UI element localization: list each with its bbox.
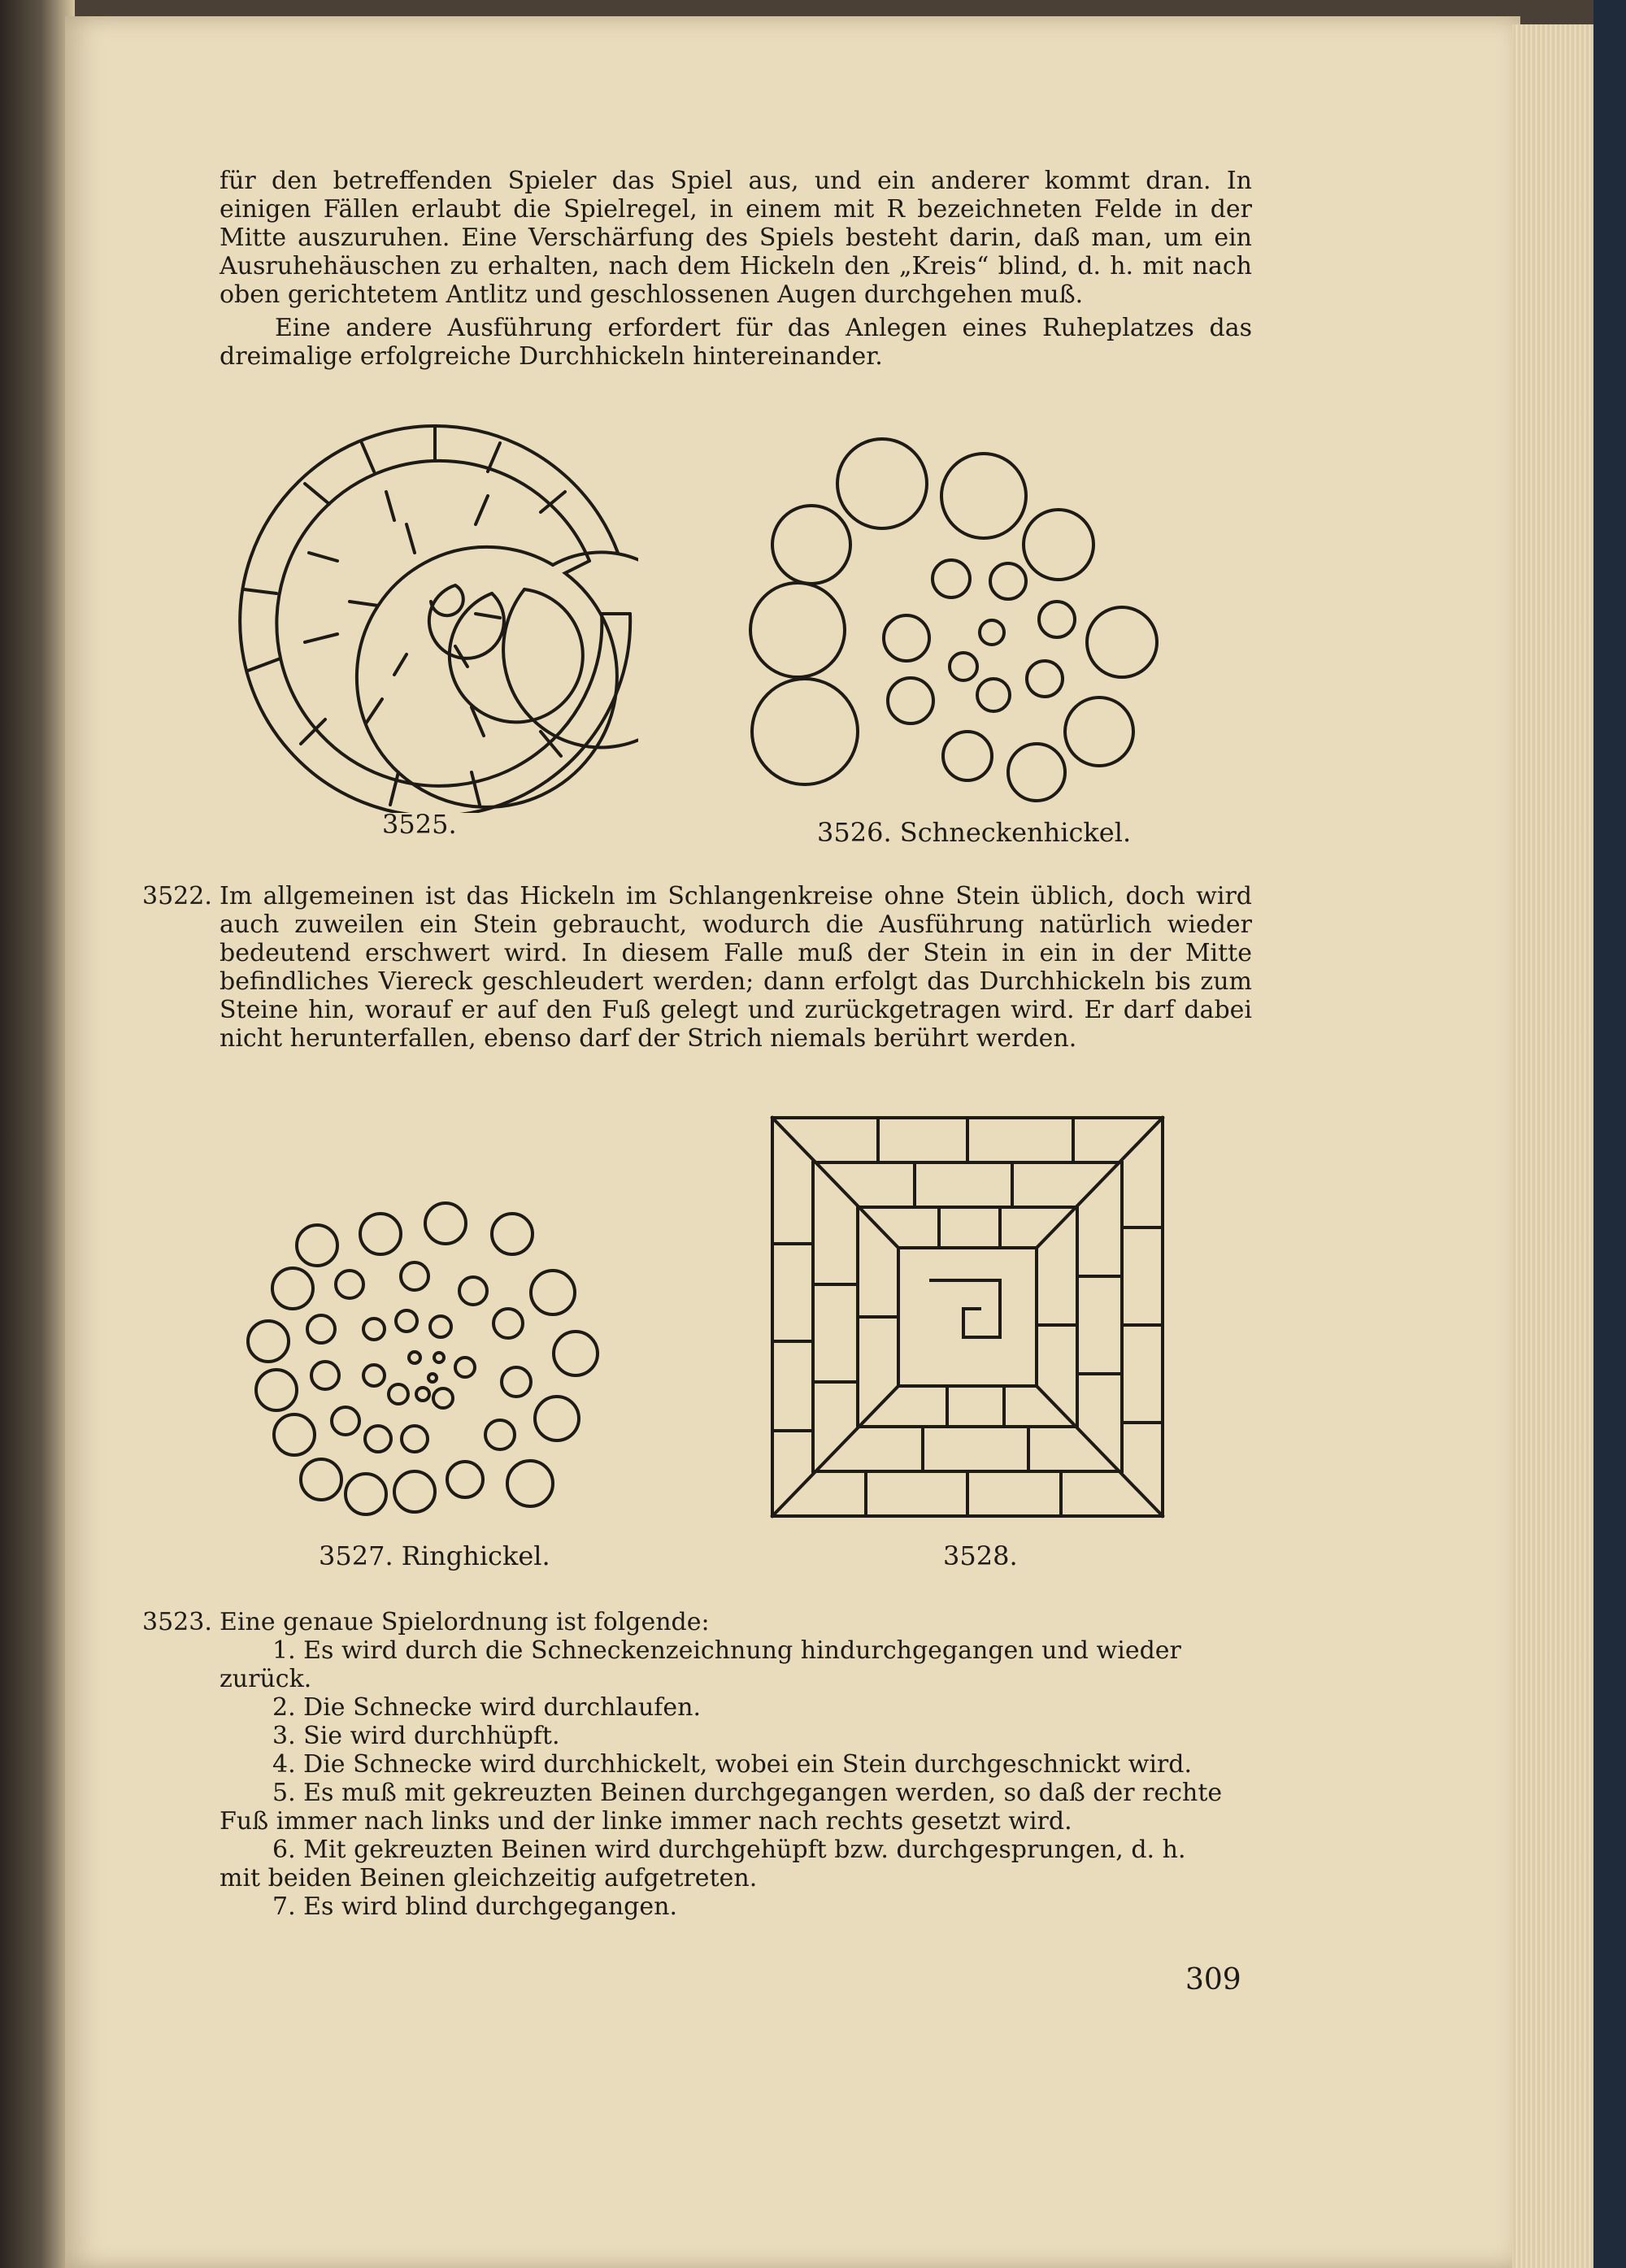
figure-3526-circles (748, 431, 1187, 805)
spiral-center (429, 585, 504, 658)
figure-3525-spiral (232, 423, 638, 813)
ring (402, 1426, 428, 1452)
circle (752, 679, 858, 784)
circle (977, 679, 1010, 711)
circle (884, 615, 929, 661)
caption-3526: 3526. Schneckenhickel. (817, 817, 1132, 848)
list-line: mit beiden Beinen gleichzeitig aufgetreten. (220, 1864, 758, 1892)
ring (272, 1268, 313, 1309)
ring (502, 1367, 531, 1397)
section-3522-number: 3522. (142, 882, 212, 910)
ring (459, 1277, 487, 1305)
circle (941, 454, 1026, 538)
ring (363, 1365, 385, 1386)
ring (493, 1309, 523, 1338)
ring (394, 1471, 435, 1512)
ring (409, 1352, 420, 1363)
list-line: Fuß immer nach links und der linke immer nach rechts gesetzt wird. (220, 1807, 1072, 1836)
ring (365, 1426, 391, 1452)
section-3523-number: 3523. (142, 1608, 212, 1636)
ring (346, 1474, 386, 1514)
page-number: 309 (1185, 1963, 1241, 1996)
list-line: 3. Sie wird durchhüpft. (272, 1722, 560, 1750)
ring (428, 1374, 437, 1382)
ring (297, 1225, 337, 1266)
ring (307, 1315, 335, 1343)
ring (455, 1358, 475, 1377)
ring (554, 1332, 598, 1375)
intro-paragraph: für den betreffenden Spieler das Spiel aus, und ein anderer kommt dran. In einigen Fällen erlaubt die Spielregel, in einem mit R bezeichneten Felde in der Mitte auszuruhen. Eine Verschärfung des Spiels besteht darin, daß man, um ein Ausruhehäuschen zu erhalten, nach dem Hickeln den „Kreis“ blind, d. h. mit nach oben gerichtetem Antlitz und geschlossenen Augen durchgehen muß. (220, 167, 1252, 309)
list-line: zurück. (220, 1665, 312, 1693)
circle (1008, 744, 1065, 801)
circle (990, 563, 1026, 599)
spiral-center-hook (931, 1280, 1000, 1337)
section-3523-intro: Eine genaue Spielordnung ist folgende: (220, 1608, 710, 1636)
section-3522-text: Im allgemeinen ist das Hickeln im Schlangenkreise ohne Stein üblich, doch wird auch zuweilen ein Stein gebraucht, wodurch die Ausführung natürlich wieder bedeutend erschwert wird. In diesem Falle muß der Stein in ein in der Mitte befindliches Viereck geschleudert werden; dann erfolgt das Durchhickeln bis zum Steine hin, worauf er auf den Fuß gelegt und zurückgetragen wird. Er darf dabei nicht herunterfallen, ebenso darf der Strich niemals berührt werden. (220, 882, 1252, 1053)
caption-3527: 3527. Ringhickel. (319, 1540, 550, 1571)
list-line: 7. Es wird blind durchgegangen. (272, 1892, 677, 1921)
ring (416, 1388, 429, 1401)
list-line: 6. Mit gekreuzten Beinen wird durchgehüpft bzw. durchgesprungen, d. h. (272, 1836, 1186, 1864)
ring (336, 1271, 363, 1298)
circle (1087, 607, 1157, 677)
ring (248, 1321, 289, 1362)
spiral-dividers (244, 427, 565, 805)
book-spine-shadow (0, 0, 75, 2268)
circle (772, 506, 850, 584)
second-paragraph (220, 314, 1252, 371)
caption-3525: 3525. (382, 809, 457, 840)
figure-3528-square-spiral (768, 1114, 1167, 1520)
circle (888, 678, 933, 723)
ring (401, 1262, 428, 1290)
page-edges (1512, 24, 1602, 2268)
ring (535, 1397, 579, 1440)
circle (950, 653, 977, 680)
ring (433, 1388, 453, 1408)
section-3522 (142, 882, 1252, 1053)
circle (943, 732, 992, 780)
circle (837, 439, 927, 528)
ring (256, 1370, 297, 1410)
ring (430, 1316, 451, 1337)
list-line: 4. Die Schnecke wird durchhickelt, wobei ein Stein durchgeschnickt wird. (272, 1750, 1192, 1779)
ring (531, 1271, 575, 1314)
book-cover-edge (1593, 0, 1626, 2268)
list-line: 1. Es wird durch die Schneckenzeichnung hindurchgegangen und wieder (272, 1636, 1181, 1665)
section-3523-intro-line (142, 1608, 1252, 1636)
spiral-ring-2 (276, 461, 630, 786)
second-paragraph-text: Eine andere Ausführung erfordert für das Anlegen eines Ruheplatzes das dreimalige erfolgreiche Durchhickeln hintereinander. (220, 314, 1252, 371)
circle (980, 620, 1004, 645)
ring (492, 1214, 533, 1254)
circle (750, 583, 845, 677)
ring (507, 1461, 553, 1506)
list-line: 5. Es muß mit gekreuzten Beinen durchgegangen werden, so daß der rechte (272, 1779, 1223, 1807)
circle (1024, 510, 1093, 580)
ring (363, 1319, 385, 1340)
circle (933, 560, 970, 597)
ring (447, 1462, 483, 1497)
spiral-ring-5 (450, 589, 583, 722)
diagonals (772, 1118, 1163, 1516)
ring (311, 1362, 339, 1389)
ring (332, 1407, 359, 1435)
ring (425, 1203, 466, 1244)
list-line: 2. Die Schnecke wird durchlaufen. (272, 1693, 701, 1722)
ring (360, 1214, 401, 1254)
ring (485, 1420, 515, 1449)
ring (274, 1414, 315, 1455)
spiral-square-4 (898, 1248, 1037, 1386)
caption-3528: 3528. (943, 1540, 1018, 1571)
ring (396, 1310, 417, 1332)
ring (434, 1353, 444, 1362)
circle (1027, 661, 1063, 697)
section-3523 (142, 1608, 1252, 1921)
circle (1039, 602, 1075, 637)
circle (1065, 697, 1133, 766)
ring (301, 1459, 341, 1500)
ring (389, 1384, 408, 1404)
figure-3527-rings (244, 1195, 602, 1528)
